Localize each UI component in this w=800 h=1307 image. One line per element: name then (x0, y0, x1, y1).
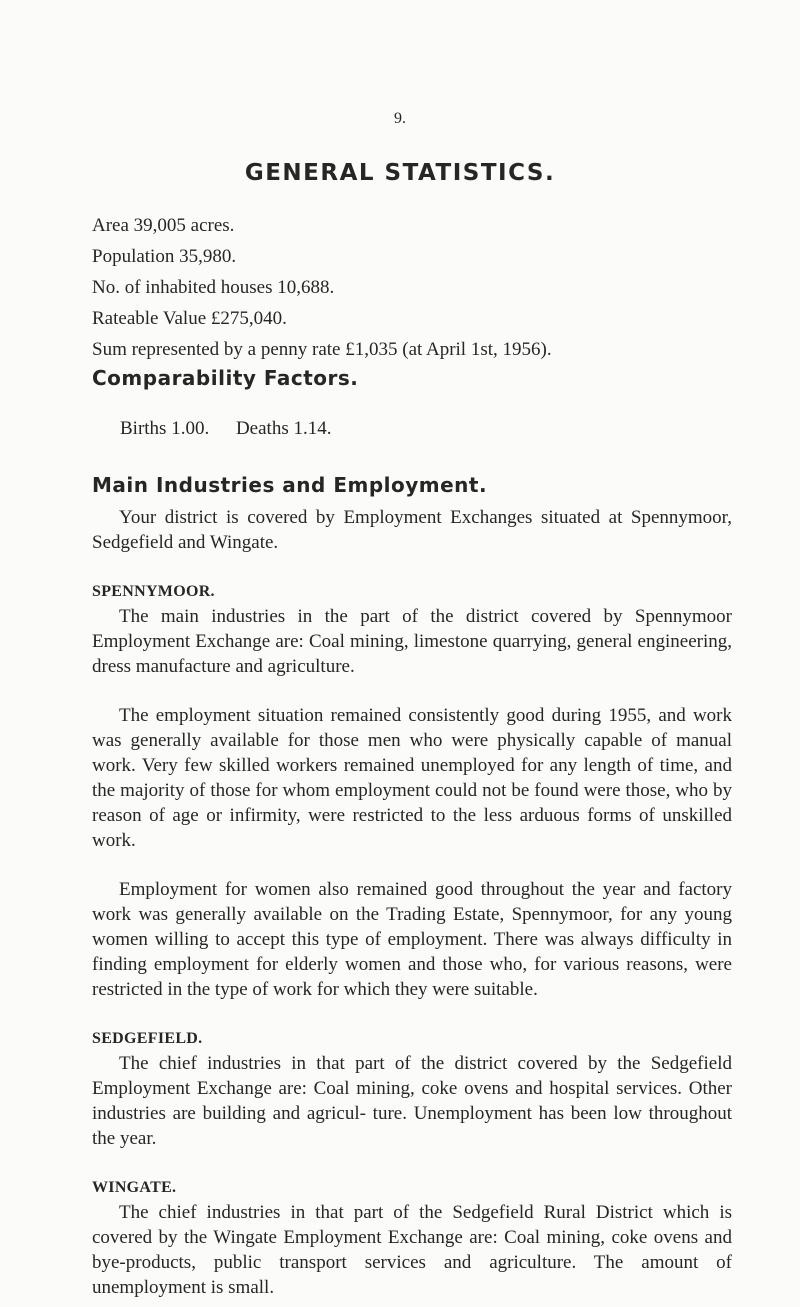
stat-population: Population 35,980. (92, 246, 237, 267)
stat-area: Area 39,005 acres. (92, 215, 235, 236)
wingate-paragraph: The chief industries in that part of the Sedgefield Rural District which is covered by the Wingate Employment Exchange are: Coal mining, coke ovens and bye-products, public transport services and agriculture. The amount of unemployment is small. (92, 1202, 732, 1298)
stat-inhabited-houses: No. of inhabited houses 10,688. (92, 277, 335, 298)
comparability-factors (120, 418, 331, 440)
spennymoor-paragraph-1: The main industries in the part of the district covered by Spennymoor Employment Exchange are: Coal mining, limestone quarrying, general engineering, dress manufacture and agriculture. (92, 606, 732, 677)
spennymoor-heading: SPENNYMOOR. (92, 583, 215, 600)
page-number: 9. (394, 110, 406, 127)
sedgefield-paragraph: The chief industries in that part of the district covered by the Sedgefield Employment Exchange are: Coal mining, coke ovens and hospital services. Other industries are building and agricul- ture. Unemployment has been low throughout the year. (92, 1053, 732, 1149)
spennymoor-paragraph-3: Employment for women also remained good throughout the year and factory work was generally available on the Trading Estate, Spennymoor, for any young women willing to accept this type of employment. There was always difficulty in finding employment for elderly women and those who, for various reasons, were restricted in the type of work for which they were suitable. (92, 879, 732, 1000)
deaths-factor: Deaths 1.14. (235, 418, 332, 439)
industries-content (92, 505, 732, 1300)
wingate-heading: WINGATE. (92, 1179, 177, 1196)
stat-rateable-value: Rateable Value £275,040. (92, 308, 287, 329)
spennymoor-paragraph-2: The employment situation remained consistently good during 1955, and work was generally available for those men who were physically capable of manual work. Very few skilled workers remained unemployed for any length of time, and the majority of those for whom employment could not be found were those, who by reason of age or infirmity, were restricted to the less arduous forms of unskilled work. (92, 705, 732, 851)
page-title: GENERAL STATISTICS. (244, 160, 556, 186)
stat-penny-rate: Sum represented by a penny rate £1,035 (at April 1st, 1956). (92, 339, 552, 360)
sedgefield-heading: SEDGEFIELD. (92, 1030, 203, 1047)
industries-intro: Your district is covered by Employment Exchanges situated at Spennymoor, Sedgefield and Wingate. (92, 507, 732, 553)
general-statistics-list (92, 210, 732, 365)
industries-heading: Main Industries and Employment. (92, 473, 488, 497)
comparability-heading: Comparability Factors. (92, 366, 359, 390)
births-factor: Births 1.00. (120, 418, 210, 439)
